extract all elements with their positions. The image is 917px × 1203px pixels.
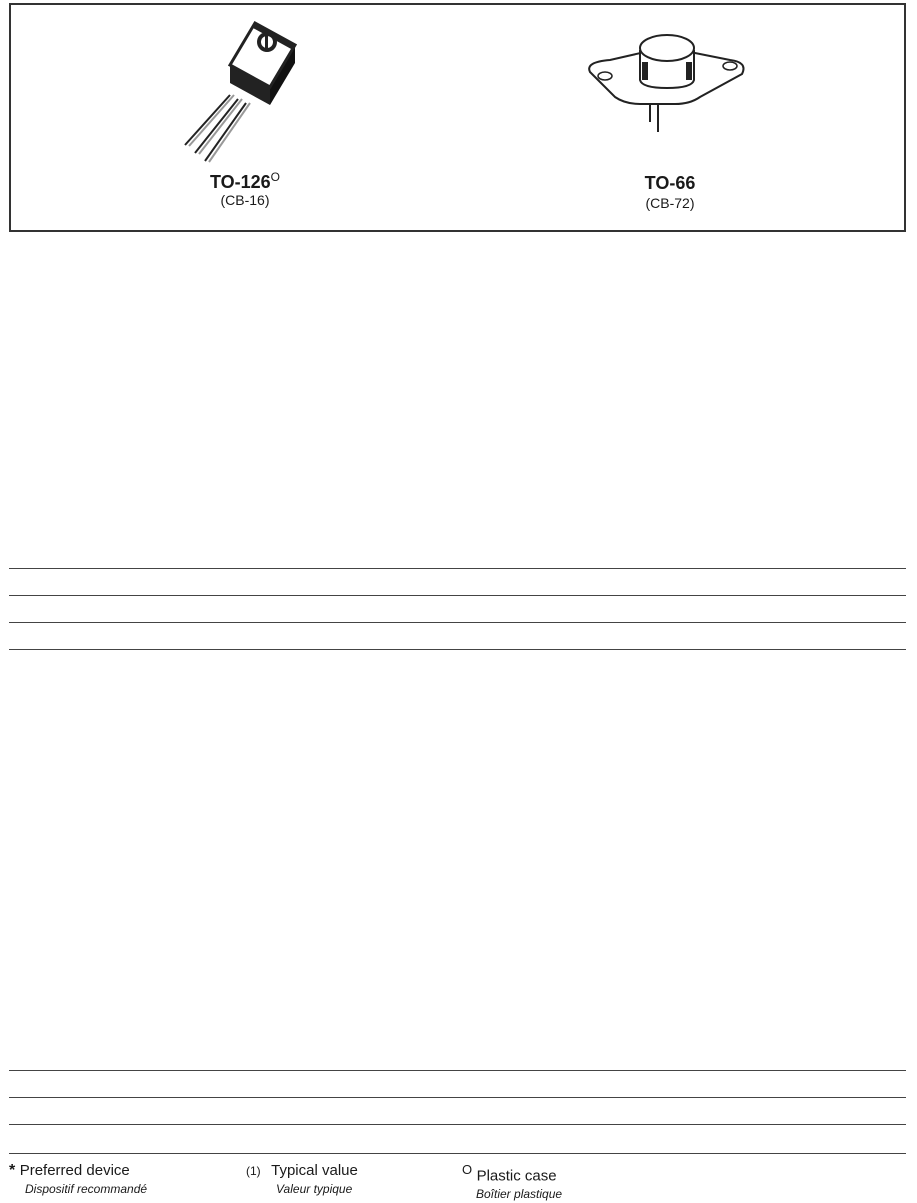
blank-rule <box>9 1097 906 1098</box>
footnote-text: Plastic case <box>476 1167 557 1185</box>
blank-rule <box>9 622 906 623</box>
blank-rule <box>9 568 906 569</box>
to66-package-icon <box>580 32 760 142</box>
blank-rule <box>9 1124 906 1125</box>
footnote-symbol: (1) <box>246 1164 261 1178</box>
footnote-typical <box>246 1162 358 1198</box>
to126-package-icon <box>175 15 315 165</box>
footnote-text-fr: Boîtier plastique <box>476 1187 563 1202</box>
blank-rule <box>9 1153 906 1154</box>
footnote-preferred <box>9 1162 147 1198</box>
footnote-symbol: O <box>462 1162 473 1177</box>
footnote-text: Preferred device <box>19 1162 130 1179</box>
package-illustrations <box>9 3 906 232</box>
package-code-to126: (CB-16) <box>220 192 270 208</box>
blank-rule <box>9 1070 906 1071</box>
footnote-text-fr: Valeur typique <box>276 1182 353 1196</box>
blank-rule <box>9 595 906 596</box>
footnote-text: Typical value <box>271 1162 358 1179</box>
package-code-to66: (CB-72) <box>645 195 695 211</box>
blank-rule <box>9 649 906 650</box>
package-name-to126: $TO-126^O$ <box>209 170 281 192</box>
footnote-plastic <box>462 1162 562 1203</box>
package-name-to66: TO-66 <box>644 173 696 193</box>
footnote-symbol: * <box>9 1162 16 1179</box>
footnote-text-fr: Dispositif recommandé <box>25 1182 148 1196</box>
